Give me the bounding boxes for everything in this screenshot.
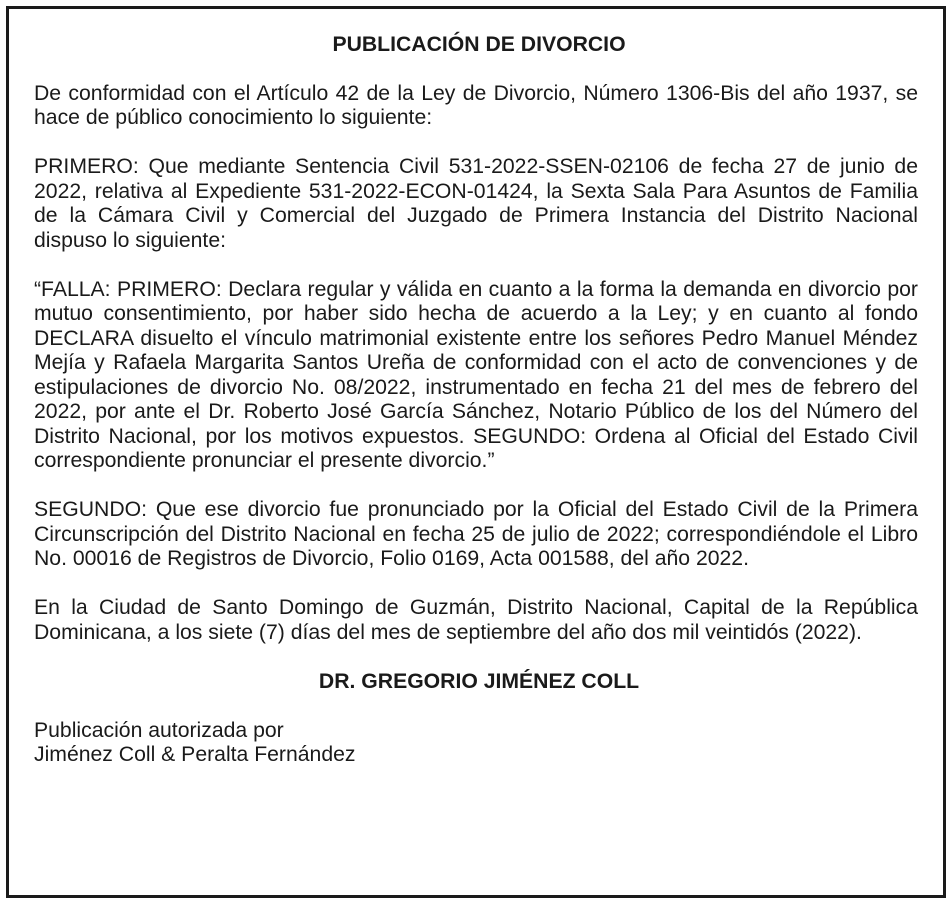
falla-paragraph: “FALLA: PRIMERO: Declara regular y válida en cuanto a la forma la demanda en divorcio por mutuo consentimiento, por haber sido hecha de acuerdo a la Ley; y en cuanto al fondo DECLARA disuelto el vínculo matrimonial existente entre los señores Pedro Manuel Méndez Mejía y Rafaela Margarita Santos Ureña de conformidad con el acto de convenciones y de estipulaciones de divorcio No. 08/2022, instrumentado en fecha 21 del mes de febrero del 2022, por ante el Dr. Roberto José García Sánchez, Notario Público de los del Número del Distrito Nacional, por los motivos expuestos. SEGUNDO: Ordena al Oficial del Estado Civil correspondiente pronunciar el presente divorcio.”: [34, 277, 918, 472]
notice-content: [34, 33, 918, 768]
segundo-paragraph: SEGUNDO: Que ese divorcio fue pronunciado por la Oficial del Estado Civil de la Primera Circunscripción del Distrito Nacional en fecha 25 de julio de 2022; correspondiéndole el Libro No. 00016 de Registros de Divorcio, Folio 0169, Acta 001588, del año 2022.: [34, 498, 918, 570]
authorization-line-1: Publicación autorizada por: [34, 718, 284, 742]
signatory-name: DR. GREGORIO JIMÉNEZ COLL: [318, 669, 640, 693]
notice-title: PUBLICACIÓN DE DIVORCIO: [332, 33, 626, 56]
primero-paragraph: PRIMERO: Que mediante Sentencia Civil 531-2022-SSEN-02106 de fecha 27 de junio de 2022, relativa al Expediente 531-2022-ECON-01424, la Sexta Sala Para Asuntos de Familia de la Cámara Civil y Comercial del Juzgado de Primera Instancia del Distrito Nacional dispuso lo siguiente:: [34, 155, 918, 252]
closing-paragraph: En la Ciudad de Santo Domingo de Guzmán, Distrito Nacional, Capital de la República Dominicana, a los siete (7) días del mes de septiembre del año dos mil veintidós (2022).: [34, 596, 918, 644]
authorization-line-2: Jiménez Coll & Peralta Fernández: [34, 743, 356, 766]
divorce-notice: [6, 6, 946, 898]
authorization-block: [34, 719, 918, 768]
intro-paragraph: De conformidad con el Artículo 42 de la Ley de Divorcio, Número 1306-Bis del año 1937, se hace de público conocimiento lo siguiente:: [34, 81, 918, 129]
